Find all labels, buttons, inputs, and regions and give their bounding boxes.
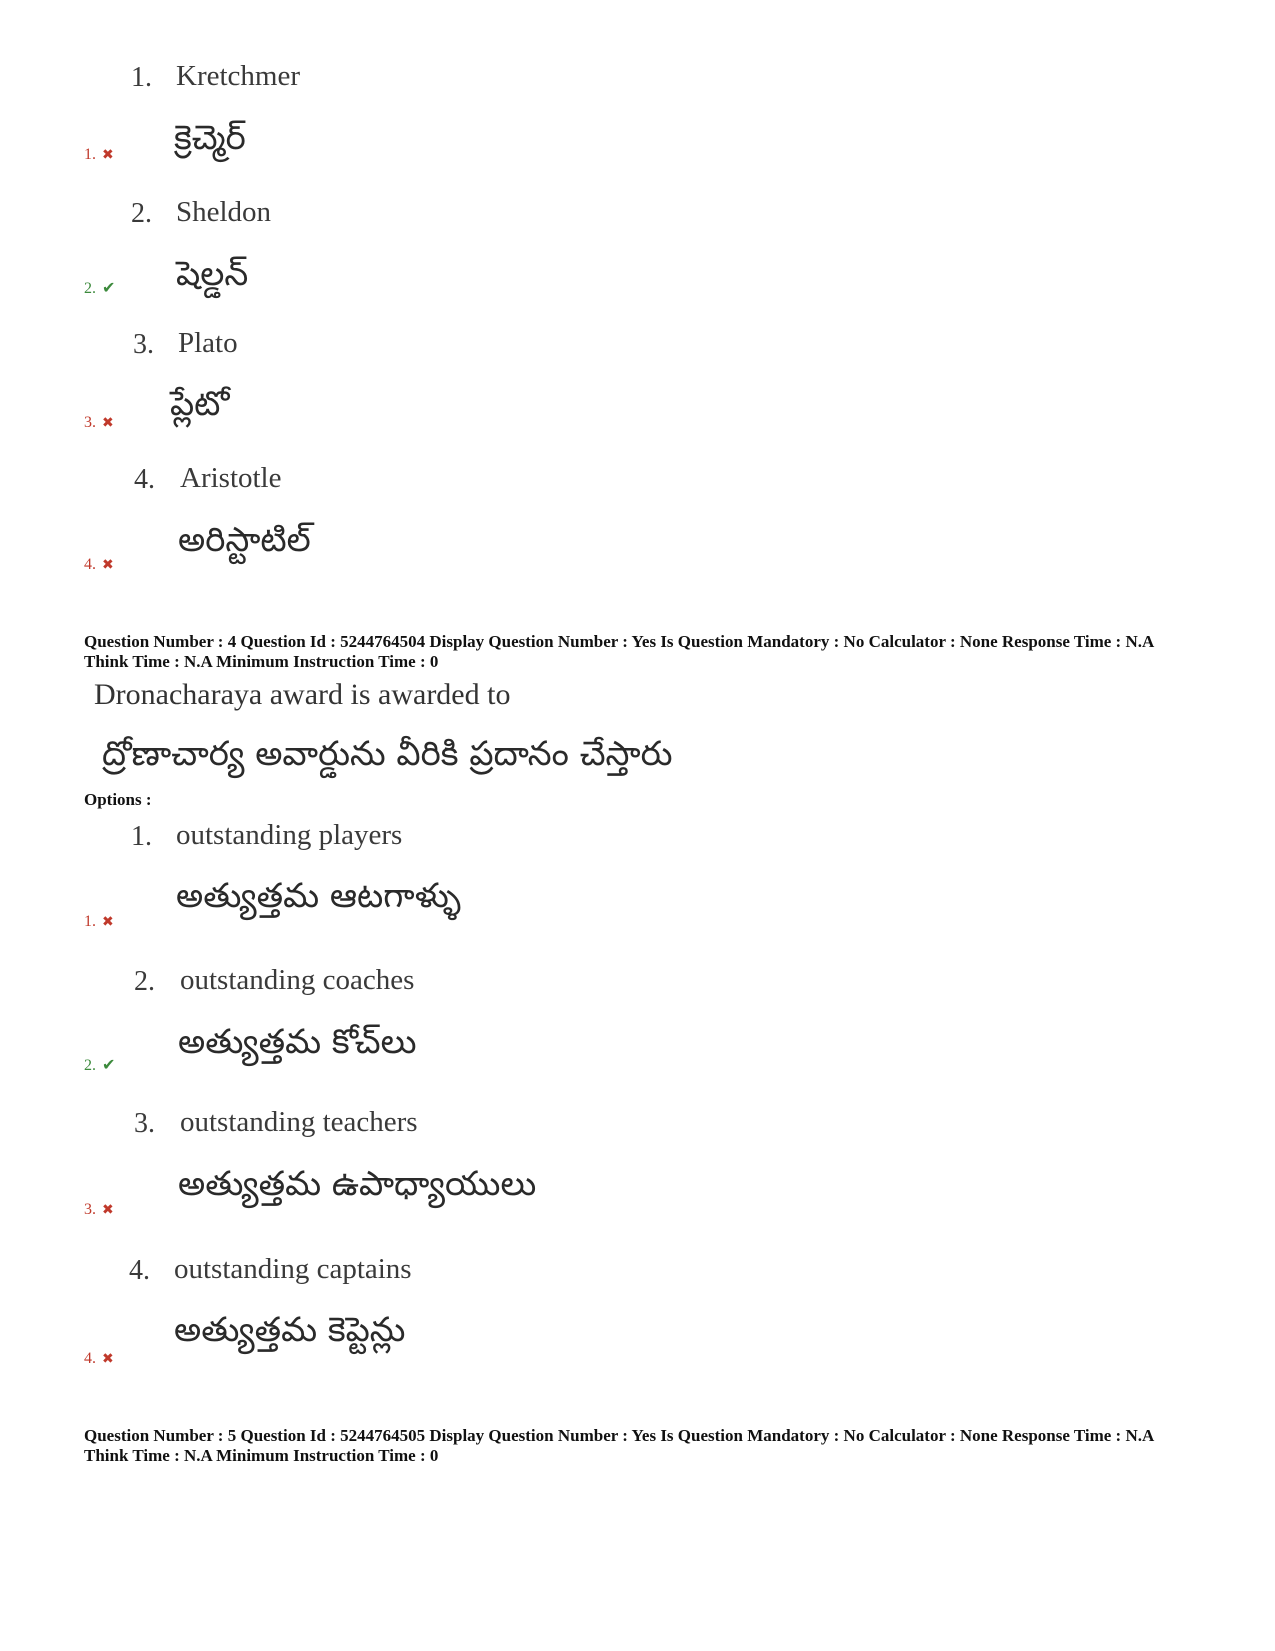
prev-option-3-english: Plato	[178, 327, 238, 359]
prev-option-4-telugu: అరిస్టాటిల్	[178, 520, 311, 560]
question-4-text-telugu: ద్రోణాచార్య అవార్డును వీరికి ప్రదానం చేస్తారు	[102, 734, 673, 774]
prev-option-3-telugu: ప్లేటో	[170, 384, 230, 424]
q4-option-2-telugu: అత్యుత్తమ కోచ్‌లు	[178, 1022, 417, 1062]
prev-option-2-telugu: షెల్డన్	[176, 254, 249, 294]
q4-option-4-english: outstanding captains	[174, 1253, 412, 1285]
q4-option-1-telugu: అత్యుత్తమ ఆటగాళ్ళు	[176, 876, 462, 916]
q4-option-3-telugu: అత్యుత్తమ ఉపాధ్యాయులు	[178, 1164, 537, 1204]
q4-option-2-number: 2.	[134, 966, 155, 997]
prev-option-4-mark	[84, 556, 114, 574]
q4-option-2-english: outstanding coaches	[180, 964, 415, 996]
mark-number: 2.	[84, 280, 96, 297]
q4-option-4-telugu: అత్యుత్తమ కెప్టెన్లు	[174, 1310, 406, 1350]
q4-option-1-english: outstanding players	[176, 819, 403, 851]
prev-option-4-number: 4.	[134, 464, 155, 495]
prev-option-1-telugu: క్రెచ్మెర్	[174, 118, 246, 158]
question-4-metadata: Question Number : 4 Question Id : 5244764504 Display Question Number : Yes Is Question Mandatory : No Calculator : None Response Time : N.A Think Time : N.A Minimum Instruction Time : 0	[84, 632, 1154, 671]
q4-option-2-mark	[84, 1055, 115, 1075]
cross-icon: ✖	[102, 557, 114, 573]
prev-option-1-english: Kretchmer	[176, 60, 300, 92]
cross-icon: ✖	[102, 415, 114, 431]
cross-icon: ✖	[102, 147, 114, 163]
q4-option-4-mark	[84, 1350, 114, 1368]
cross-icon: ✖	[102, 1202, 114, 1218]
cross-icon: ✖	[102, 914, 114, 930]
mark-number: 1.	[84, 913, 96, 930]
q4-option-1-number: 1.	[131, 821, 152, 852]
check-icon: ✔	[102, 278, 116, 297]
prev-option-1-mark	[84, 146, 114, 164]
prev-option-2-mark	[84, 278, 115, 298]
mark-number: 3.	[84, 414, 96, 431]
prev-option-4-english: Aristotle	[180, 462, 282, 494]
question-4-text-english: Dronacharaya award is awarded to	[94, 678, 511, 711]
q4-option-1-mark	[84, 913, 114, 931]
prev-option-1-number: 1.	[131, 62, 152, 93]
prev-option-2-english: Sheldon	[176, 196, 272, 228]
mark-number: 2.	[84, 1057, 96, 1074]
q4-option-3-number: 3.	[134, 1108, 155, 1139]
q4-option-3-english: outstanding teachers	[180, 1106, 418, 1138]
prev-option-3-mark	[84, 414, 114, 432]
prev-option-2-number: 2.	[131, 198, 152, 229]
prev-option-3-number: 3.	[133, 329, 154, 360]
mark-number: 4.	[84, 556, 96, 573]
cross-icon: ✖	[102, 1351, 114, 1367]
mark-number: 4.	[84, 1350, 96, 1367]
q4-option-4-number: 4.	[129, 1255, 150, 1286]
check-icon: ✔	[102, 1055, 116, 1074]
q4-option-3-mark	[84, 1201, 114, 1219]
options-label: Options :	[84, 790, 152, 809]
mark-number: 1.	[84, 146, 96, 163]
mark-number: 3.	[84, 1201, 96, 1218]
question-5-metadata: Question Number : 5 Question Id : 5244764505 Display Question Number : Yes Is Question Mandatory : No Calculator : None Response Time : N.A Think Time : N.A Minimum Instruction Time : 0	[84, 1426, 1154, 1465]
